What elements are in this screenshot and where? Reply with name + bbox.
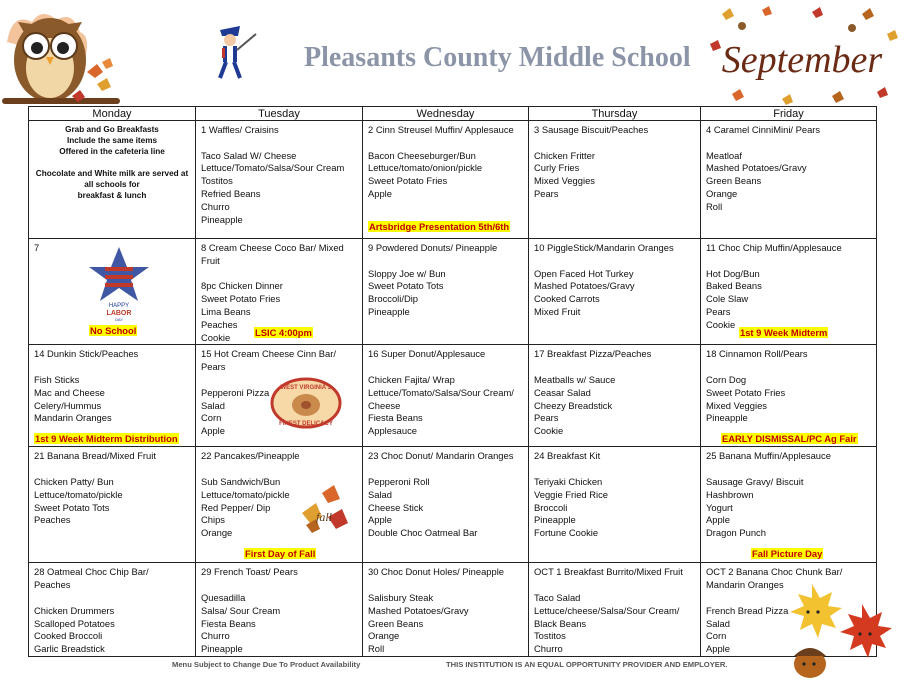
menu-item: Sweet Potato Fries <box>368 175 448 187</box>
menu-items <box>534 450 695 540</box>
day-cell <box>701 121 877 239</box>
menu-items <box>201 566 357 656</box>
wv-pepperoni-roll-badge <box>270 377 342 429</box>
event-note: No School <box>90 325 137 336</box>
menu-item: Broccoli/Dip <box>368 293 419 305</box>
menu-item: Open Faced Hot Turkey <box>534 267 634 279</box>
menu-item <box>368 579 523 592</box>
menu-item: Fish Sticks <box>34 373 80 385</box>
menu-item: Lima Beans <box>201 305 251 317</box>
day-cell <box>29 121 196 239</box>
menu-item: Refried Beans <box>201 187 261 199</box>
week-row <box>29 345 877 447</box>
intro-line: breakfast & lunch <box>77 191 147 200</box>
event-note: LSIC 4:00pm <box>255 327 312 338</box>
day-number-breakfast: 10 PiggleStick/Mandarin Oranges <box>534 242 674 253</box>
menu-item: Pears <box>534 412 559 424</box>
day-number-breakfast: 4 Caramel CinniMini/ Pears <box>706 124 821 135</box>
day-number-breakfast: 28 Oatmeal Choc Chip Bar/ <box>34 566 149 578</box>
menu-item: Tostitos <box>201 175 233 187</box>
menu-item: Pineapple <box>706 412 748 424</box>
menu-item <box>534 255 695 268</box>
patriot-mascot-icon <box>210 20 260 82</box>
menu-item: Mashed Potatoes/Gravy <box>706 162 807 174</box>
day-cell <box>196 345 363 447</box>
menu-item: Fiesta Beans <box>201 617 256 629</box>
menu-item <box>706 463 871 476</box>
menu-item: Peaches <box>34 514 71 526</box>
menu-item: Fiesta Beans <box>368 412 423 424</box>
menu-items <box>706 124 871 214</box>
menu-item: Corn <box>706 630 727 642</box>
intro-line <box>34 157 190 168</box>
header-tuesday: Tuesday <box>196 107 363 121</box>
menu-item: Fruit <box>201 254 220 266</box>
maple-leaves-acorn-icon <box>782 574 902 686</box>
event-note: EARLY DISMISSAL/PC Ag Fair <box>722 433 857 445</box>
menu-item <box>201 463 357 476</box>
day-cell <box>363 345 529 447</box>
menu-item: Veggie Fried Rice <box>534 488 608 500</box>
day-number-breakfast: 16 Super Donut/Applesauce <box>368 348 486 360</box>
menu-item: Mashed Potatoes/Gravy <box>534 280 635 292</box>
menu-item: Corn <box>201 412 222 424</box>
menu-item: Teriyaki Chicken <box>534 475 603 487</box>
fall-leaves-icon <box>292 483 352 545</box>
menu-item: Sweet Potato Tots <box>34 501 110 513</box>
header-friday: Friday <box>701 107 877 121</box>
page-title: Pleasants County Middle School <box>304 42 691 73</box>
menu-item: Lettuce/Tomato/Salsa/Sour Cream <box>201 162 345 174</box>
menu-items <box>34 566 190 656</box>
header-monday: Monday <box>29 107 196 121</box>
menu-item: Salad <box>706 617 730 629</box>
menu-item <box>706 137 871 150</box>
menu-item: Peaches <box>201 318 238 330</box>
menu-items <box>706 348 871 425</box>
intro-line: Grab and Go Breakfasts <box>65 125 159 134</box>
menu-item: Mandarin Oranges <box>706 579 784 591</box>
day-number-breakfast: 23 Choc Donut/ Mandarin Oranges <box>368 450 514 462</box>
intro-line: Chocolate and White milk are served at <box>35 169 189 178</box>
menu-item: Cookie <box>534 425 564 437</box>
menu-item: Sub Sandwich/Bun <box>201 475 281 487</box>
day-number-breakfast: 8 Cream Cheese Coco Bar/ Mixed <box>201 242 344 253</box>
menu-item: Chips <box>201 514 225 526</box>
svg-text:LABOR: LABOR <box>106 310 132 317</box>
day-cell <box>529 345 701 447</box>
menu-item: Cheezy Breadstick <box>534 399 613 411</box>
menu-item: Pineapple <box>534 514 576 526</box>
day-number-breakfast: 9 Powdered Donuts/ Pineapple <box>368 242 498 253</box>
menu-items <box>368 450 523 540</box>
day-number-breakfast: 17 Breakfast Pizza/Peaches <box>534 348 652 360</box>
breakfast-info-note <box>34 124 190 201</box>
menu-item: Pepperoni Pizza <box>201 386 270 398</box>
menu-item: Cooked Broccoli <box>34 630 103 642</box>
day-cell <box>29 345 196 447</box>
menu-item: Roll <box>368 643 385 655</box>
menu-item: Churro <box>201 630 230 642</box>
menu-item: Celery/Hummus <box>34 399 102 411</box>
menu-item: Pears <box>201 361 226 373</box>
menu-item: Apple <box>706 514 730 526</box>
event-note: Artsbridge Presentation 5th/6th <box>369 221 510 232</box>
menu-item: Baked Beans <box>706 280 762 292</box>
menu-item: Bacon Cheeseburger/Bun <box>368 149 476 161</box>
day-cell <box>701 345 877 447</box>
menu-items <box>368 124 523 201</box>
menu-item: Orange <box>706 187 738 199</box>
menu-item: Pears <box>706 305 731 317</box>
menu-item: Double Choc Oatmeal Bar <box>368 527 478 539</box>
day-cell <box>363 447 529 563</box>
menu-items <box>368 348 523 438</box>
day-number-breakfast: OCT 1 Breakfast Burrito/Mixed Fruit <box>534 566 683 578</box>
menu-item: Orange <box>368 630 400 642</box>
menu-calendar <box>28 106 877 657</box>
menu-item <box>34 361 190 374</box>
menu-item: Mixed Veggies <box>534 175 595 187</box>
menu-item: Mac and Cheese <box>34 386 105 398</box>
menu-item: Roll <box>706 200 723 212</box>
menu-item: Taco Salad W/ Cheese <box>201 149 297 161</box>
menu-item: 8pc Chicken Dinner <box>201 280 283 292</box>
menu-item: Churro <box>201 200 230 212</box>
menu-items <box>534 566 695 656</box>
menu-item: Ceasar Salad <box>534 386 591 398</box>
day-cell <box>196 239 363 345</box>
footer-equal-opportunity: THIS INSTITUTION IS AN EQUAL OPPORTUNITY PROVIDER AND EMPLOYER. <box>446 660 728 669</box>
menu-item: Tostitos <box>534 630 566 642</box>
menu-item: Red Pepper/ Dip <box>201 501 271 513</box>
menu-items <box>34 450 190 527</box>
menu-item: Chicken Patty/ Bun <box>34 475 114 487</box>
menu-item <box>534 463 695 476</box>
menu-items <box>34 348 190 425</box>
footer-disclaimer: Menu Subject to Change Due To Product Availability <box>172 660 361 669</box>
day-number-breakfast: 22 Pancakes/Pineapple <box>201 450 300 462</box>
menu-item: Applesauce <box>368 425 417 437</box>
day-cell <box>529 239 701 345</box>
menu-item: Apple <box>201 425 225 437</box>
week-row <box>29 239 877 345</box>
menu-item <box>706 255 871 268</box>
menu-item: Scalloped Potatoes <box>34 617 115 629</box>
menu-item: Pineapple <box>201 213 243 225</box>
day-cell <box>29 447 196 563</box>
day-cell <box>196 447 363 563</box>
menu-item: Cheese <box>368 399 401 411</box>
menu-item: Taco Salad <box>534 591 581 603</box>
day-cell <box>196 563 363 657</box>
september-banner-art <box>702 4 902 112</box>
menu-item: Salad <box>368 488 392 500</box>
day-number-breakfast: 25 Banana Muffin/Applesauce <box>706 450 831 462</box>
menu-item <box>34 592 190 605</box>
menu-item: Cookie <box>706 318 736 330</box>
svg-text:HAPPY: HAPPY <box>108 303 130 309</box>
menu-item: Sausage Gravy/ Biscuit <box>706 475 804 487</box>
menu-item: Lettuce/tomato/pickle <box>34 488 123 500</box>
day-number-breakfast: 21 Banana Bread/Mixed Fruit <box>34 450 156 462</box>
menu-item: Mixed Veggies <box>706 399 767 411</box>
menu-item: Sweet Potato Fries <box>706 386 786 398</box>
menu-item <box>706 361 871 374</box>
day-cell <box>363 563 529 657</box>
header-wednesday: Wednesday <box>363 107 529 121</box>
menu-item: Pineapple <box>201 643 243 655</box>
menu-items <box>706 242 871 332</box>
day-cell <box>529 447 701 563</box>
menu-items <box>534 242 695 319</box>
svg-text:FINEST DELICACY: FINEST DELICACY <box>279 421 333 428</box>
menu-item: Sloppy Joe w/ Bun <box>368 267 446 279</box>
menu-item: Lettuce/cheese/Salsa/Sour Cream/ <box>534 604 680 616</box>
day-number-breakfast: 3 Sausage Biscuit/Peaches <box>534 124 649 135</box>
menu-item: Green Beans <box>706 175 762 187</box>
day-number-breakfast: 29 French Toast/ Pears <box>201 566 298 578</box>
menu-items <box>201 124 357 226</box>
menu-item: Salsa/ Sour Cream <box>201 604 281 616</box>
event-note: Fall Picture Day <box>752 548 823 560</box>
menu-item <box>368 361 523 374</box>
day-number-breakfast: 14 Dunkin Stick/Peaches <box>34 348 139 360</box>
menu-item: Meatloaf <box>706 149 742 161</box>
menu-item: Mixed Fruit <box>534 305 581 317</box>
svg-text:fall: fall <box>315 510 333 525</box>
menu-item: Garlic Breadstick <box>34 643 105 655</box>
menu-item <box>368 463 523 476</box>
menu-item: Fortune Cookie <box>534 527 599 539</box>
menu-item: Hashbrown <box>706 488 754 500</box>
menu-item <box>201 137 357 150</box>
menu-item <box>534 579 695 592</box>
menu-item <box>368 255 523 268</box>
day-number-breakfast: 7 <box>34 242 40 253</box>
menu-item: Pineapple <box>368 305 410 317</box>
september-art-text: September <box>721 39 883 81</box>
menu-item: Cheese Stick <box>368 501 424 513</box>
week-row <box>29 447 877 563</box>
day-cell <box>529 121 701 239</box>
menu-item: Apple <box>368 514 392 526</box>
menu-item: Orange <box>201 527 233 539</box>
menu-item: Pepperoni Roll <box>368 475 430 487</box>
header-thursday: Thursday <box>529 107 701 121</box>
day-number-breakfast: OCT 2 Banana Choc Chunk Bar/ <box>706 566 843 578</box>
menu-item: French Bread Pizza <box>706 604 789 616</box>
menu-item: Sweet Potato Fries <box>201 293 281 305</box>
menu-items <box>368 242 523 319</box>
menu-item: Churro <box>534 643 563 655</box>
menu-item: Quesadilla <box>201 591 246 603</box>
menu-item <box>534 137 695 150</box>
menu-item: Meatballs w/ Sauce <box>534 373 616 385</box>
menu-items <box>706 450 871 540</box>
menu-item: Chicken Fritter <box>534 149 595 161</box>
day-cell <box>363 121 529 239</box>
owl-icon <box>2 2 122 112</box>
event-note: First Day of Fall <box>245 548 316 560</box>
intro-line: Offered in the cafeteria line <box>59 147 165 156</box>
intro-line: all schools for <box>84 180 140 189</box>
menu-items <box>534 348 695 438</box>
menu-item: Chicken Fajita/ Wrap <box>368 373 455 385</box>
menu-item: Lettuce/Tomato/Salsa/Sour Cream/ <box>368 386 514 398</box>
intro-line: Include the same items <box>66 136 158 145</box>
menu-item: Mashed Potatoes/Gravy <box>368 604 469 616</box>
day-number-breakfast: 1 Waffles/ Craisins <box>201 124 279 135</box>
day-cell <box>701 239 877 345</box>
menu-item: Mandarin Oranges <box>34 412 112 424</box>
event-note: 1st 9 Week Midterm Distribution <box>35 433 178 445</box>
menu-item: Lettuce/tomato/pickle <box>201 488 290 500</box>
menu-item <box>201 579 357 592</box>
menu-items <box>534 124 695 201</box>
day-number-breakfast: 30 Choc Donut Holes/ Pineapple <box>368 566 505 578</box>
event-note: 1st 9 Week Midterm <box>740 327 828 338</box>
menu-item: Peaches <box>34 579 71 591</box>
menu-item <box>201 268 357 281</box>
day-cell <box>529 563 701 657</box>
menu-item: Chicken Drummers <box>34 604 115 616</box>
menu-item: Lettuce/tomato/onion/pickle <box>368 162 483 174</box>
day-number-breakfast: 11 Choc Chip Muffin/Applesauce <box>706 242 842 253</box>
menu-item: Curly Fries <box>534 162 580 174</box>
menu-item: Broccoli <box>534 501 568 513</box>
day-number-breakfast: 18 Cinnamon Roll/Pears <box>706 348 808 360</box>
day-number-breakfast: 24 Breakfast Kit <box>534 450 601 462</box>
menu-item: Hot Dog/Bun <box>706 267 760 279</box>
menu-item: Cookie <box>201 331 231 343</box>
menu-item: Apple <box>368 187 392 199</box>
week-row <box>29 563 877 657</box>
menu-item: Cole Slaw <box>706 293 749 305</box>
menu-item: Yogurt <box>706 501 733 513</box>
day-cell <box>701 447 877 563</box>
day-cell <box>29 563 196 657</box>
menu-item: Salisbury Steak <box>368 591 434 603</box>
day-number-breakfast: 15 Hot Cream Cheese Cinn Bar/ <box>201 348 336 360</box>
menu-item <box>534 361 695 374</box>
menu-item: Salad <box>201 399 225 411</box>
menu-item: Corn Dog <box>706 373 747 385</box>
menu-item <box>34 463 190 476</box>
weekday-header-row <box>29 107 877 121</box>
svg-text:WEST VIRGINIA'S: WEST VIRGINIA'S <box>280 385 332 392</box>
labor-day-star-icon <box>87 245 151 321</box>
menu-item: Apple <box>706 643 730 655</box>
menu-item: Sweet Potato Tots <box>368 280 444 292</box>
week-row <box>29 121 877 239</box>
day-cell <box>29 239 196 345</box>
day-number-breakfast: 2 Cinn Streusel Muffin/ Applesauce <box>368 124 514 135</box>
menu-item: Cooked Carrots <box>534 293 600 305</box>
day-cell <box>363 239 529 345</box>
menu-item <box>368 137 523 150</box>
svg-text:DAY: DAY <box>115 317 123 321</box>
menu-item: Green Beans <box>368 617 424 629</box>
menu-item: Pears <box>534 187 559 199</box>
day-cell <box>196 121 363 239</box>
menu-item: Black Beans <box>534 617 587 629</box>
menu-items <box>368 566 523 656</box>
menu-item: Dragon Punch <box>706 527 766 539</box>
